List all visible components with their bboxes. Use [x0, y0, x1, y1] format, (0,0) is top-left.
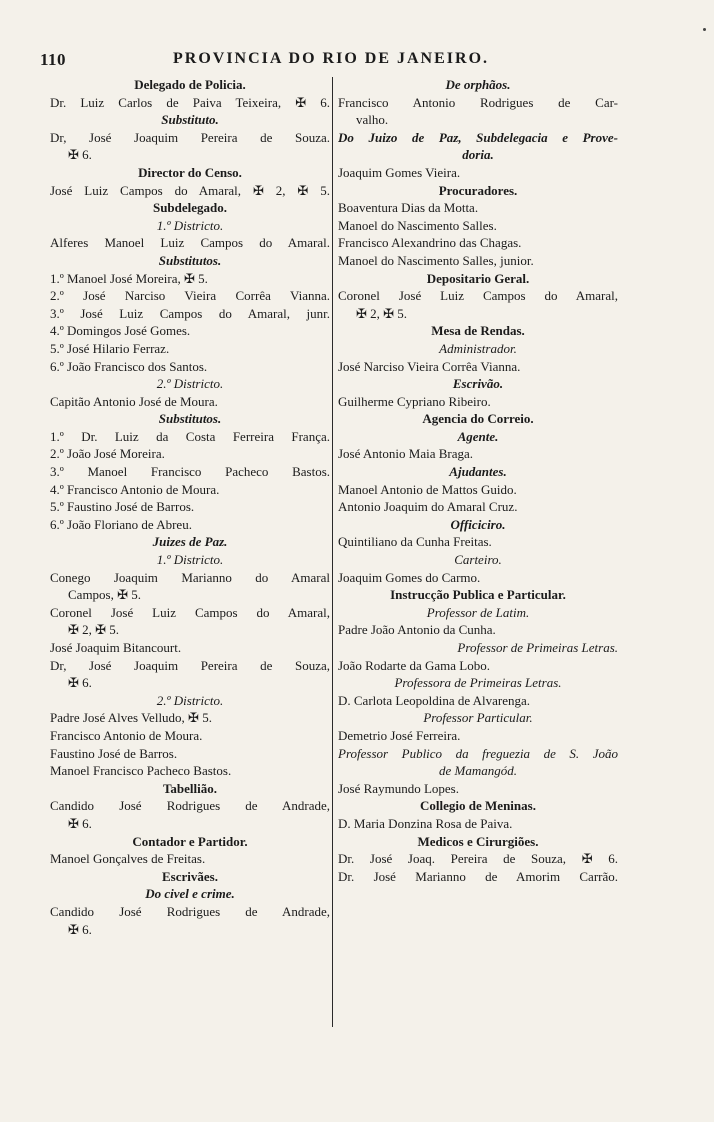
entry-line: José Luiz Campos do Amaral, ✠ 2, ✠ 5.: [50, 182, 330, 198]
entry-line: ✠ 2, ✠ 5.: [68, 622, 120, 638]
entry-line: João Rodarte da Gama Lobo.: [338, 657, 490, 673]
entry-line: Padre José Alves Velludo, ✠ 5.: [50, 710, 212, 726]
entry-line: Manoel do Nascimento Salles, junior.: [338, 252, 534, 268]
entry-line: 6.º João Floriano de Abreu.: [50, 516, 192, 532]
entry-line: Dr. José Marianno de Amorim Carrão.: [338, 868, 618, 884]
entry-line: Antonio Joaquim do Amaral Cruz.: [338, 499, 518, 515]
subheading: 2.º Districto.: [156, 376, 224, 392]
entry-line: Francisco Alexandrino das Chagas.: [338, 235, 522, 251]
entry-line: Coronel José Luiz Campos do Amaral,: [50, 604, 330, 620]
subheading: Substituto.: [161, 112, 219, 128]
section-heading: Contador e Partidor.: [132, 833, 248, 849]
subheading: 1.º Districto.: [156, 552, 224, 568]
entry-line: Joaquim Gomes do Carmo.: [338, 569, 481, 585]
entry-line: ✠ 6.: [68, 921, 92, 937]
section-heading: Medicos e Cirurgiões.: [417, 833, 539, 849]
section-heading: Subdelegado.: [152, 200, 228, 216]
subheading: Do Juizo de Paz, Subdelegacia e Prove-: [338, 129, 618, 145]
entry-line: José Joaquim Bitancourt.: [50, 640, 182, 655]
section-heading: Director do Censo.: [138, 164, 242, 180]
section-heading: Depositario Geral.: [426, 270, 530, 286]
page-number: 110: [40, 50, 67, 69]
entry-line: 2.º José Narciso Vieira Corrêa Vianna.: [50, 288, 330, 304]
section-heading: Delegado de Policia.: [134, 77, 246, 92]
subheading: Agente.: [457, 428, 499, 444]
entry-line: Dr, José Joaquim Pereira de Souza,: [50, 657, 330, 673]
subheading: Professora de Primeiras Letras.: [394, 675, 562, 691]
subheading: de Mamangód.: [439, 763, 517, 779]
subheading: Professor de Latim.: [426, 604, 530, 620]
entry-line: D. Carlota Leopoldina de Alvarenga.: [338, 692, 531, 708]
entry-line: José Narciso Vieira Corrêa Vianna.: [338, 358, 521, 374]
entry-line: Manoel Francisco Pacheco Bastos.: [50, 763, 232, 779]
entry-line: 6.º João Francisco dos Santos.: [50, 358, 208, 374]
entry-line: Capitão Antonio José de Moura.: [50, 393, 218, 409]
section-heading: Escrivães.: [162, 868, 218, 884]
column-divider: [332, 77, 333, 1027]
section-heading: Instrucção Publica e Particular.: [390, 587, 566, 603]
entry-line: ✠ 6.: [68, 147, 92, 163]
entry-line: Joaquim Gomes Vieira.: [338, 164, 461, 180]
entry-line: Coronel José Luiz Campos do Amaral,: [338, 288, 618, 304]
entry-line: Francisco Antonio Rodrigues de Car-: [338, 94, 618, 110]
entry-line: 4.º Domingos José Gomes.: [50, 323, 191, 339]
section-heading: Mesa de Rendas.: [431, 323, 525, 339]
entry-line: 1.º Dr. Luiz da Costa Ferreira França.: [50, 428, 330, 444]
entry-line: Padre João Antonio da Cunha.: [338, 622, 496, 638]
running-title: PROVINCIA DO RIO DE JANEIRO.: [172, 50, 490, 67]
subheading: 2.º Districto.: [156, 692, 224, 708]
section-heading: Collegio de Meninas.: [420, 798, 536, 814]
entry-line: ✠ 6.: [68, 675, 92, 691]
right-column: [338, 76, 618, 885]
section-heading: Procuradores.: [438, 182, 518, 198]
entry-line: Demetrio José Ferreira.: [338, 727, 461, 743]
subheading: Professor Particular.: [423, 710, 533, 726]
entry-line: 5.º Faustino José de Barros.: [50, 499, 195, 515]
subheading: Do civel e crime.: [145, 886, 235, 902]
entry-line: Conego Joaquim Marianno do Amaral: [50, 569, 330, 585]
entry-line: 3.º Manoel Francisco Pacheco Bastos.: [50, 464, 330, 480]
entry-line: ✠ 2, ✠ 5.: [356, 305, 408, 321]
entry-line: Dr. Luiz Carlos de Paiva Teixeira, ✠ 6.: [50, 94, 330, 110]
subheading: De orphãos.: [445, 77, 511, 92]
left-column: [50, 76, 330, 938]
section-heading: Tabellião.: [162, 780, 218, 796]
entry-line: Alferes Manoel Luiz Campos do Amaral.: [50, 235, 330, 251]
ink-speck: [703, 28, 706, 31]
entry-line: 2.º João José Moreira.: [50, 446, 165, 462]
entry-line: ✠ 6.: [68, 815, 92, 831]
entry-line: Candido José Rodrigues de Andrade,: [50, 798, 330, 814]
subheading: Ajudantes.: [449, 464, 507, 480]
subheading: Juizes de Paz.: [152, 534, 228, 550]
entry-line: José Raymundo Lopes.: [338, 780, 459, 796]
entry-line: Candido José Rodrigues de Andrade,: [50, 903, 330, 919]
entry-line: valho.: [356, 112, 389, 128]
entry-line: 1.º Manoel José Moreira, ✠ 5.: [50, 270, 208, 286]
subheading: Escrivão.: [452, 376, 504, 392]
subheading: Carteiro.: [454, 552, 502, 568]
entry-line: Dr. José Joaq. Pereira de Souza, ✠ 6.: [338, 851, 618, 867]
entry-line: Boaventura Dias da Motta.: [338, 200, 479, 216]
subheading: Substitutos.: [158, 411, 222, 427]
entry-line: Manoel Antonio de Mattos Guido.: [338, 481, 517, 497]
entry-line: José Antonio Maia Braga.: [338, 446, 474, 462]
entry-line: 3.º José Luiz Campos do Amaral, junr.: [50, 305, 330, 321]
entry-line: Quintiliano da Cunha Freitas.: [338, 534, 492, 550]
subheading: Officiciro.: [450, 516, 506, 532]
subheading: Substitutos.: [158, 252, 222, 268]
entry-line: Dr, José Joaquim Pereira de Souza.: [50, 129, 330, 145]
subheading: 1.º Districto.: [156, 217, 224, 233]
entry-line: Guilherme Cypriano Ribeiro.: [338, 393, 491, 409]
entry-line: Francisco Antonio de Moura.: [50, 727, 203, 743]
subheading: Professor de Primeiras Letras.: [457, 640, 618, 655]
entry-line: Manoel Gonçalves de Freitas.: [50, 851, 206, 867]
subheading: Administrador.: [439, 340, 517, 356]
entry-line: Faustino José de Barros.: [50, 745, 178, 761]
entry-line: Manoel do Nascimento Salles.: [338, 217, 497, 233]
entry-line: D. Maria Donzina Rosa de Paiva.: [338, 815, 513, 831]
entry-line: 5.º José Hilario Ferraz.: [50, 340, 170, 356]
entry-line: Campos, ✠ 5.: [68, 587, 142, 603]
subheading: Professor Publico da freguezia de S. João: [338, 745, 618, 761]
subheading: doria.: [462, 147, 494, 163]
section-heading: Agencia do Correio.: [422, 411, 534, 427]
entry-line: 4.º Francisco Antonio de Moura.: [50, 481, 220, 497]
